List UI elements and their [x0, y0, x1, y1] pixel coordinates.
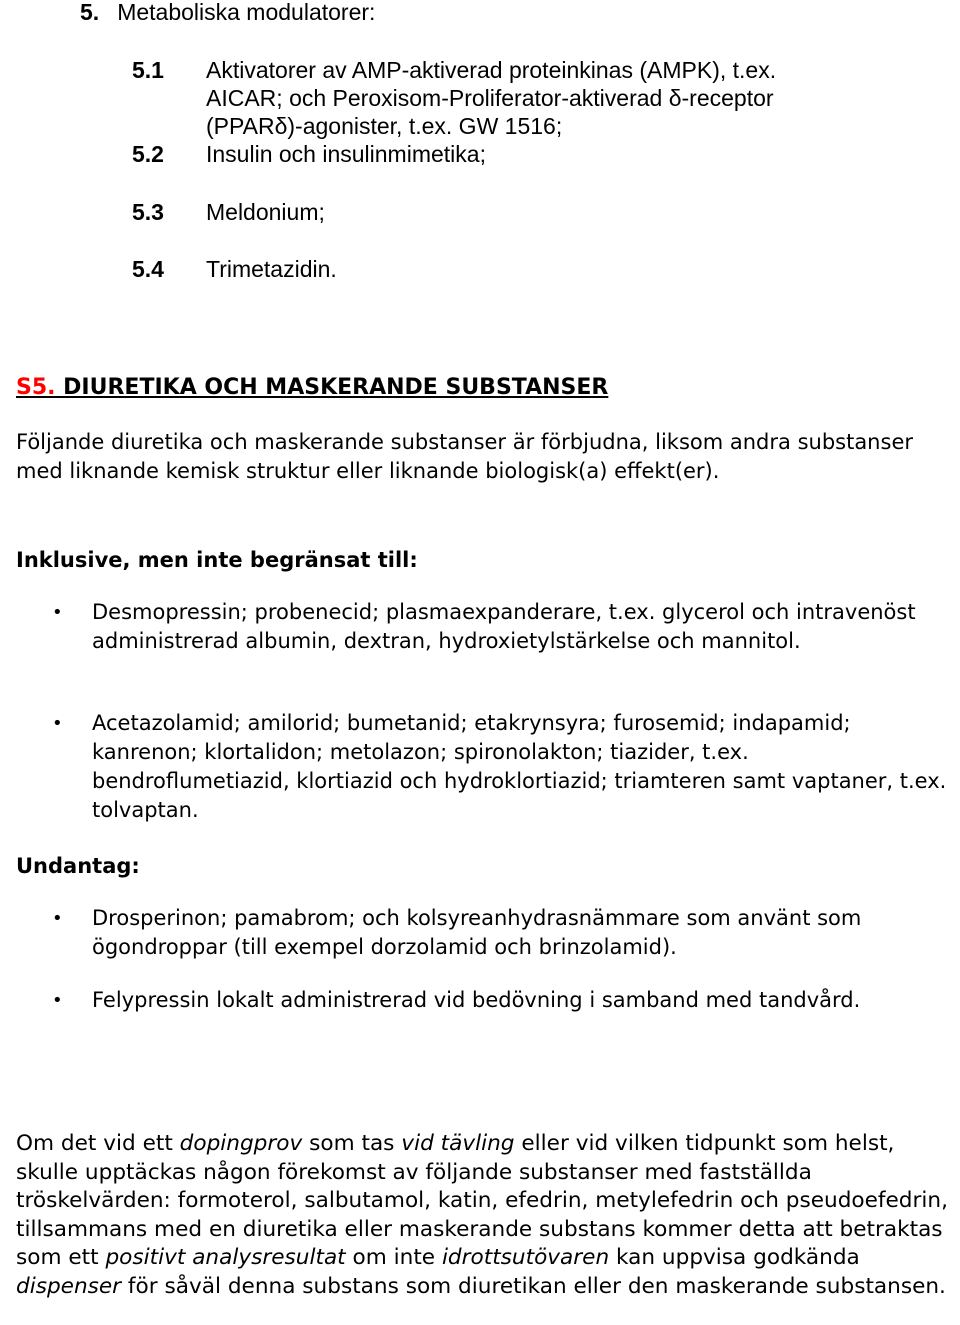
item-text-line: Aktivatorer av AMP-aktiverad proteinkinas (AMPK), t.ex. — [206, 57, 777, 83]
bullet-text: Acetazolamid; amilorid; bumetanid; etakrynsyra; furosemid; indapamid; kanrenon; klortalidon; metolazon; spironolakton; tiazider, t.ex. bendroflumetiazid, klortiazid och hydroklortiazid; triamteren samt vaptaner, t.ex. tolvaptan. — [92, 711, 947, 822]
item-text-line: AICAR; och Peroxisom-Proliferator-aktiverad δ-receptor — [206, 85, 774, 111]
list-item — [52, 598, 952, 656]
bullet-icon: • — [52, 990, 63, 1011]
item-text-line: Trimetazidin. — [206, 256, 337, 282]
bullet-icon: • — [52, 908, 63, 929]
closing-italic-term: idrottsutövaren — [441, 1245, 610, 1271]
section-5-title: Metaboliska modulatorer: — [117, 0, 376, 25]
item-number: 5.1 — [132, 57, 164, 83]
inclusive-label: Inklusive, men inte begränsat till: — [16, 548, 418, 572]
s5-title-text: DIURETIKA OCH MASKERANDE SUBSTANSER — [55, 375, 609, 400]
closing-italic-term: vid tävling — [401, 1131, 515, 1156]
s5-section-title — [16, 373, 608, 403]
closing-text: kan uppvisa godkända — [609, 1245, 860, 1271]
item-number: 5.4 — [132, 256, 164, 282]
item-text-line: Insulin och insulinmimetika; — [206, 141, 486, 167]
bullet-text: Desmopressin; probenecid; plasmaexpanderare, t.ex. glycerol och intravenöst administrerad albumin, dextran, hydroxietylstärkelse och mannitol. — [92, 600, 916, 653]
closing-italic-term: dopingprov — [179, 1131, 303, 1156]
closing-italic-term: dispenser — [16, 1273, 122, 1299]
list-item — [52, 709, 952, 825]
closing-text: eller vid vilken tidpunkt som helst, skulle upptäckas någon förekomst av följande substanser med fastställda tröskelvärden: formoterol, salbutamol, katin, efedrin, metylefedrin och pseudoefedrin, tillsammans med en diuretika eller maskerande substans kommer detta att betraktas som ett — [16, 1131, 948, 1271]
bullet-icon: • — [52, 602, 63, 623]
closing-text: som tas — [302, 1131, 402, 1156]
exception-label: Undantag: — [16, 854, 140, 878]
s5-intro-paragraph: Följande diuretika och maskerande substanser är förbjudna, liksom andra substanser med liknande kemisk struktur eller liknande biologisk(a) effekt(er). — [16, 430, 913, 483]
bullet-text: Drosperinon; pamabrom; och kolsyreanhydrasnämmare som använt som ögondroppar (till exempel dorzolamid och brinzolamid). — [92, 906, 862, 959]
closing-text: Om det vid ett — [16, 1131, 180, 1156]
bullet-icon: • — [52, 713, 63, 734]
s5-code: S5. — [16, 375, 56, 400]
list-item — [52, 904, 952, 962]
list-item — [52, 986, 952, 1015]
section-5-number: 5. — [80, 0, 100, 25]
closing-paragraph — [16, 1130, 960, 1302]
closing-italic-term: positivt analysresultat — [105, 1245, 346, 1271]
closing-text: om inte — [345, 1245, 442, 1271]
section-5-heading — [80, 0, 375, 30]
item-number: 5.3 — [132, 199, 164, 225]
item-text-line: (PPARδ)-agonister, t.ex. GW 1516; — [206, 113, 563, 139]
closing-text: för såväl denna substans som diuretikan eller den maskerande substansen. — [121, 1273, 946, 1299]
item-text-line: Meldonium; — [206, 199, 325, 225]
bullet-text: Felypressin lokalt administrerad vid bedövning i samband med tandvård. — [92, 988, 861, 1012]
item-number: 5.2 — [132, 141, 164, 167]
